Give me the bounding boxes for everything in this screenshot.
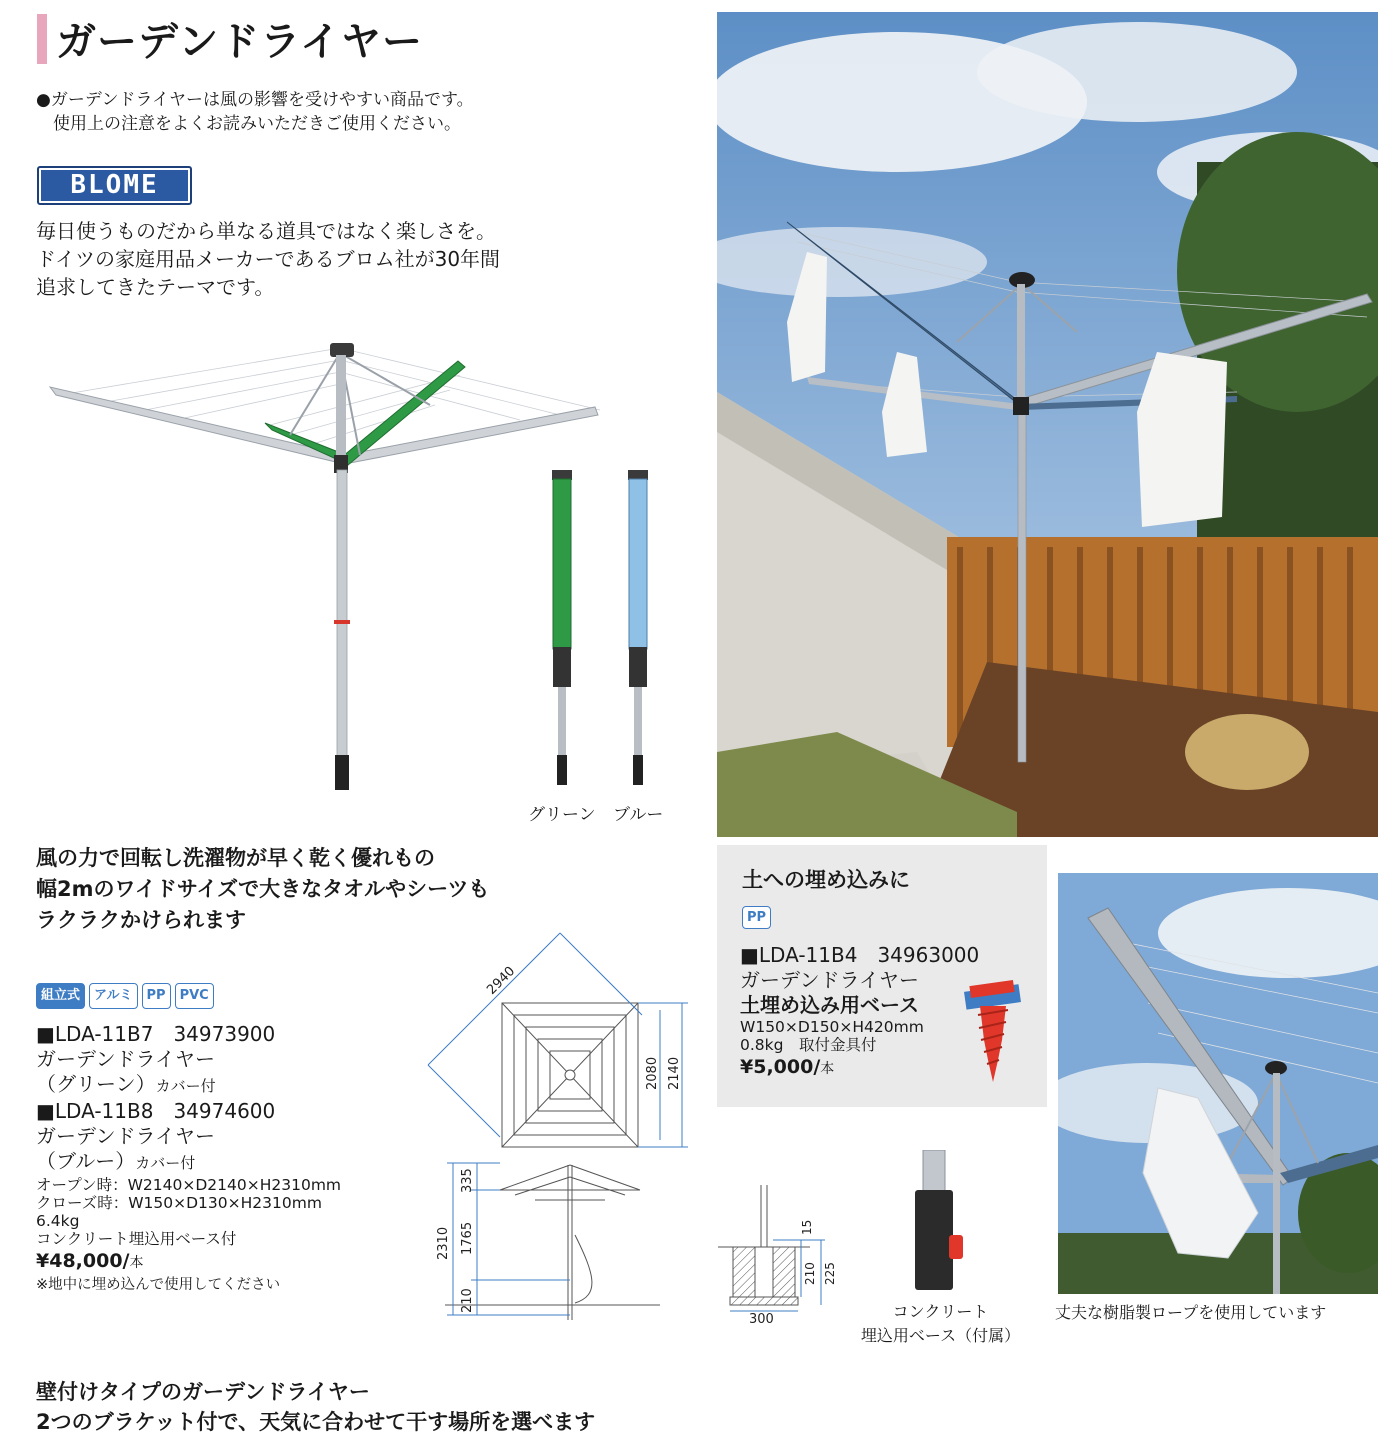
- price-unit: 本: [129, 1255, 144, 1271]
- notice-line: 使用上の注意をよくお読みいただきご使用ください。: [36, 114, 461, 134]
- ground-badges: [742, 906, 771, 927]
- wall-type-teaser: [36, 1377, 595, 1437]
- product-variant: [36, 1149, 341, 1176]
- price-unit: 本: [820, 1061, 835, 1077]
- spec-line: オープン時：W2140×D2140×H2310mm: [36, 1176, 342, 1194]
- caption-blue: ブルー: [613, 805, 664, 825]
- dim-b15: 15: [800, 1219, 814, 1235]
- intro-line: ドイツの家庭用品メーカーであるブロム社が30年間: [36, 247, 501, 271]
- product-code: ■LDA-11B4 34963000: [740, 943, 980, 967]
- spec-line: クローズ時：W150×D130×H2310mm: [36, 1194, 322, 1212]
- usage-note: ※地中に埋め込んで使用してください: [36, 1277, 281, 1293]
- top-view-drawing: [420, 925, 700, 1155]
- product-code: ■LDA-11B7 34973900: [36, 1022, 276, 1046]
- price-amount: ¥5,000/: [740, 1056, 821, 1078]
- feature-line: ラクラクかけられます: [36, 908, 246, 932]
- side-view-drawing: [425, 1155, 665, 1325]
- dim-middle: 1765: [460, 1221, 475, 1255]
- spec-line: 6.4kg: [36, 1212, 80, 1230]
- caption-green: グリーン: [528, 805, 596, 825]
- concrete-base-photo: [895, 1150, 975, 1295]
- dim-inner-width: 2080: [645, 1056, 660, 1090]
- variant-note: カバー付: [155, 1077, 216, 1095]
- product-name: ガーデンドライヤー: [36, 1047, 215, 1071]
- spec-line: W150×D150×H420mm: [740, 1018, 924, 1036]
- material-badges: [36, 983, 214, 1009]
- brand-intro: [36, 217, 500, 301]
- base-section-drawing: [715, 1185, 840, 1325]
- brand-logo: [37, 166, 192, 205]
- rope-caption: 丈夫な樹脂製ロープを使用しています: [1055, 1303, 1327, 1322]
- base-caption-line: 埋込用ベース（付属）: [860, 1326, 1021, 1345]
- rope-closeup-photo: [1058, 873, 1378, 1294]
- base-caption-line: コンクリート: [892, 1302, 989, 1321]
- badge-aluminum: アルミ: [89, 983, 137, 1009]
- garden-photo: [717, 12, 1378, 837]
- base-caption: [858, 1300, 1023, 1348]
- wall-line: 2つのブラケット付で、天気に合わせて干す場所を選べます: [36, 1410, 596, 1434]
- brand-logo-text: BLOME: [41, 170, 188, 201]
- dim-b225: 225: [823, 1262, 837, 1285]
- product-info: [36, 1022, 341, 1294]
- badge-pvc: PVC: [175, 983, 214, 1009]
- badge-pp: PP: [742, 906, 771, 929]
- dim-top: 335: [460, 1168, 475, 1193]
- intro-line: 追求してきたテーマです。: [36, 275, 275, 299]
- badge-pp: PP: [142, 983, 171, 1009]
- intro-line: 毎日使うものだから単なる道具ではなく楽しさを。: [36, 219, 496, 243]
- ground-base-heading: 土への埋め込みに: [742, 868, 910, 892]
- usage-notice: [36, 88, 474, 136]
- dim-base-width: 300: [749, 1312, 774, 1325]
- product-variant: [36, 1072, 341, 1099]
- price: [36, 1248, 341, 1276]
- variant-note: カバー付: [135, 1154, 196, 1172]
- feature-text: [36, 843, 489, 936]
- notice-line: ●ガーデンドライヤーは風の影響を受けやすい商品です。: [36, 90, 474, 110]
- dim-total-height: 2310: [436, 1226, 451, 1260]
- ground-spike-image: [960, 980, 1030, 1090]
- product-name: ガーデンドライヤー: [740, 968, 919, 992]
- badge-assembly: 組立式: [36, 983, 85, 1009]
- variant-label: （グリーン）: [36, 1072, 156, 1096]
- feature-line: 幅2mのワイドサイズで大きなタオルやシーツも: [36, 877, 490, 901]
- price: [740, 1054, 979, 1082]
- dim-outer-width: 2140: [667, 1056, 682, 1090]
- product-name: 土埋め込み用ベース: [740, 993, 919, 1017]
- product-code: ■LDA-11B8 34974600: [36, 1099, 276, 1123]
- closed-dryers-illustration: [540, 465, 670, 790]
- open-dryer-illustration: [40, 335, 610, 800]
- title-accent-bar: [37, 14, 47, 64]
- ground-base-info: [740, 943, 979, 1082]
- product-name: ガーデンドライヤー: [36, 1124, 215, 1148]
- variant-label: （ブルー）: [36, 1149, 136, 1173]
- dim-diagonal: 2940: [484, 963, 519, 998]
- spec-line: コンクリート埋込用ベース付: [36, 1230, 237, 1248]
- dim-b210: 210: [803, 1262, 817, 1285]
- feature-line: 風の力で回転し洗濯物が早く乾く優れもの: [36, 846, 435, 870]
- page-title: ガーデンドライヤー: [56, 19, 423, 65]
- spec-line: 0.8kg 取付金具付: [740, 1036, 877, 1054]
- price-amount: ¥48,000/: [36, 1250, 130, 1272]
- wall-line: 壁付けタイプのガーデンドライヤー: [36, 1380, 370, 1404]
- dim-bottom: 210: [460, 1288, 475, 1313]
